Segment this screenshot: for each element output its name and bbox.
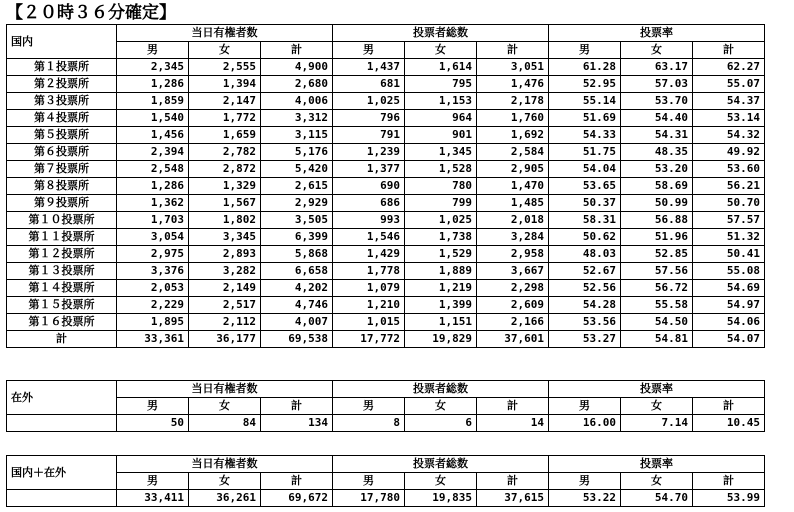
value-cell: 2,178	[477, 93, 549, 110]
value-cell: 3,667	[477, 263, 549, 280]
value-cell: 56.72	[621, 280, 693, 297]
value-cell: 1,377	[333, 161, 405, 178]
value-cell: 4,202	[261, 280, 333, 297]
subheader-female: 女	[189, 398, 261, 415]
value-cell: 7.14	[621, 415, 693, 432]
value-cell: 2,517	[189, 297, 261, 314]
value-cell: 795	[405, 76, 477, 93]
table-row	[7, 93, 765, 110]
value-cell: 799	[405, 195, 477, 212]
value-cell: 54.31	[621, 127, 693, 144]
value-cell: 3,345	[189, 229, 261, 246]
subheader-total: 計	[477, 398, 549, 415]
value-cell: 1,470	[477, 178, 549, 195]
value-cell: 50.70	[693, 195, 765, 212]
value-cell: 5,420	[261, 161, 333, 178]
value-cell: 964	[405, 110, 477, 127]
table-row	[7, 314, 765, 331]
value-cell: 2,112	[189, 314, 261, 331]
value-cell: 1,738	[405, 229, 477, 246]
value-cell: 8	[333, 415, 405, 432]
value-cell: 57.03	[621, 76, 693, 93]
value-cell: 4,006	[261, 93, 333, 110]
subheader-total: 計	[693, 42, 765, 59]
header-turnout-rate: 投票率	[549, 456, 765, 473]
blank-cell	[7, 490, 117, 507]
value-cell: 1,476	[477, 76, 549, 93]
value-cell: 55.58	[621, 297, 693, 314]
table-row	[7, 144, 765, 161]
header-eligible-voters: 当日有権者数	[117, 456, 333, 473]
value-cell: 54.69	[693, 280, 765, 297]
header-total-voters: 投票者総数	[333, 381, 549, 398]
subheader-female: 女	[621, 42, 693, 59]
value-cell: 58.31	[549, 212, 621, 229]
header-turnout-rate: 投票率	[549, 381, 765, 398]
value-cell: 54.06	[693, 314, 765, 331]
value-cell: 2,149	[189, 280, 261, 297]
value-cell: 1,429	[333, 246, 405, 263]
value-cell: 6,658	[261, 263, 333, 280]
value-cell: 681	[333, 76, 405, 93]
page-title: 【２０時３６分確定】	[6, 3, 176, 23]
polling-station-name: 第２投票所	[7, 76, 117, 93]
subheader-total: 計	[261, 42, 333, 59]
value-cell: 1,703	[117, 212, 189, 229]
value-cell: 48.03	[549, 246, 621, 263]
subheader-male: 男	[333, 473, 405, 490]
value-cell: 1,151	[405, 314, 477, 331]
value-cell: 37,601	[477, 331, 549, 348]
subheader-female: 女	[405, 398, 477, 415]
value-cell: 50.37	[549, 195, 621, 212]
overseas-corner-label: 在外	[7, 381, 117, 415]
table-row	[7, 246, 765, 263]
value-cell: 2,975	[117, 246, 189, 263]
value-cell: 1,286	[117, 178, 189, 195]
value-cell: 1,239	[333, 144, 405, 161]
polling-station-name: 第９投票所	[7, 195, 117, 212]
value-cell: 780	[405, 178, 477, 195]
value-cell: 33,361	[117, 331, 189, 348]
value-cell: 19,829	[405, 331, 477, 348]
value-cell: 16.00	[549, 415, 621, 432]
domestic-corner-label: 国内	[7, 25, 117, 59]
value-cell: 53.14	[693, 110, 765, 127]
polling-station-name: 第８投票所	[7, 178, 117, 195]
value-cell: 4,900	[261, 59, 333, 76]
value-cell: 791	[333, 127, 405, 144]
value-cell: 5,176	[261, 144, 333, 161]
value-cell: 6,399	[261, 229, 333, 246]
polling-station-name: 第７投票所	[7, 161, 117, 178]
subheader-female: 女	[189, 42, 261, 59]
value-cell: 1,772	[189, 110, 261, 127]
subheader-total: 計	[261, 398, 333, 415]
value-cell: 53.99	[693, 490, 765, 507]
value-cell: 36,261	[189, 490, 261, 507]
combined-corner-label: 国内＋在外	[7, 456, 117, 490]
value-cell: 1,659	[189, 127, 261, 144]
value-cell: 2,018	[477, 212, 549, 229]
value-cell: 1,394	[189, 76, 261, 93]
table-row	[7, 490, 765, 507]
value-cell: 4,007	[261, 314, 333, 331]
polling-station-name: 第１投票所	[7, 59, 117, 76]
value-cell: 1,778	[333, 263, 405, 280]
value-cell: 2,584	[477, 144, 549, 161]
subheader-total: 計	[477, 473, 549, 490]
value-cell: 84	[189, 415, 261, 432]
value-cell: 2,782	[189, 144, 261, 161]
value-cell: 3,284	[477, 229, 549, 246]
subheader-total: 計	[693, 473, 765, 490]
subheader-male: 男	[549, 473, 621, 490]
subheader-male: 男	[333, 42, 405, 59]
value-cell: 17,772	[333, 331, 405, 348]
value-cell: 53.20	[621, 161, 693, 178]
value-cell: 2,958	[477, 246, 549, 263]
value-cell: 1,345	[405, 144, 477, 161]
value-cell: 1,437	[333, 59, 405, 76]
value-cell: 1,015	[333, 314, 405, 331]
value-cell: 54.04	[549, 161, 621, 178]
value-cell: 37,615	[477, 490, 549, 507]
subheader-male: 男	[549, 42, 621, 59]
value-cell: 1,567	[189, 195, 261, 212]
value-cell: 2,680	[261, 76, 333, 93]
table-row	[7, 212, 765, 229]
value-cell: 33,411	[117, 490, 189, 507]
value-cell: 1,153	[405, 93, 477, 110]
value-cell: 2,615	[261, 178, 333, 195]
value-cell: 50.62	[549, 229, 621, 246]
value-cell: 2,893	[189, 246, 261, 263]
value-cell: 53.60	[693, 161, 765, 178]
value-cell: 1,456	[117, 127, 189, 144]
subheader-total: 計	[261, 473, 333, 490]
value-cell: 1,329	[189, 178, 261, 195]
value-cell: 63.17	[621, 59, 693, 76]
header-total-voters: 投票者総数	[333, 25, 549, 42]
polling-station-name: 計	[7, 331, 117, 348]
value-cell: 1,399	[405, 297, 477, 314]
value-cell: 62.27	[693, 59, 765, 76]
value-cell: 52.85	[621, 246, 693, 263]
value-cell: 1,079	[333, 280, 405, 297]
value-cell: 3,505	[261, 212, 333, 229]
value-cell: 51.32	[693, 229, 765, 246]
value-cell: 3,282	[189, 263, 261, 280]
value-cell: 53.65	[549, 178, 621, 195]
header-total-voters: 投票者総数	[333, 456, 549, 473]
value-cell: 1,540	[117, 110, 189, 127]
value-cell: 50.41	[693, 246, 765, 263]
value-cell: 14	[477, 415, 549, 432]
value-cell: 1,546	[333, 229, 405, 246]
value-cell: 3,054	[117, 229, 189, 246]
table-row	[7, 76, 765, 93]
value-cell: 51.69	[549, 110, 621, 127]
value-cell: 6	[405, 415, 477, 432]
value-cell: 901	[405, 127, 477, 144]
polling-station-name: 第１４投票所	[7, 280, 117, 297]
value-cell: 2,905	[477, 161, 549, 178]
value-cell: 54.81	[621, 331, 693, 348]
value-cell: 2,555	[189, 59, 261, 76]
value-cell: 54.50	[621, 314, 693, 331]
header-eligible-voters: 当日有権者数	[117, 381, 333, 398]
value-cell: 3,312	[261, 110, 333, 127]
value-cell: 2,166	[477, 314, 549, 331]
value-cell: 54.07	[693, 331, 765, 348]
value-cell: 56.88	[621, 212, 693, 229]
value-cell: 2,394	[117, 144, 189, 161]
polling-station-name: 第６投票所	[7, 144, 117, 161]
value-cell: 993	[333, 212, 405, 229]
value-cell: 19,835	[405, 490, 477, 507]
value-cell: 52.56	[549, 280, 621, 297]
value-cell: 54.70	[621, 490, 693, 507]
value-cell: 3,051	[477, 59, 549, 76]
header-turnout-rate: 投票率	[549, 25, 765, 42]
value-cell: 2,345	[117, 59, 189, 76]
value-cell: 69,538	[261, 331, 333, 348]
table-row	[7, 229, 765, 246]
value-cell: 51.96	[621, 229, 693, 246]
polling-station-name: 第５投票所	[7, 127, 117, 144]
value-cell: 55.14	[549, 93, 621, 110]
value-cell: 796	[333, 110, 405, 127]
value-cell: 2,929	[261, 195, 333, 212]
value-cell: 2,147	[189, 93, 261, 110]
subheader-male: 男	[117, 398, 189, 415]
subheader-male: 男	[333, 398, 405, 415]
value-cell: 1,895	[117, 314, 189, 331]
value-cell: 50	[117, 415, 189, 432]
table-row	[7, 415, 765, 432]
value-cell: 2,872	[189, 161, 261, 178]
value-cell: 48.35	[621, 144, 693, 161]
value-cell: 4,746	[261, 297, 333, 314]
table-row	[7, 127, 765, 144]
value-cell: 54.40	[621, 110, 693, 127]
value-cell: 54.33	[549, 127, 621, 144]
value-cell: 1,025	[333, 93, 405, 110]
subheader-female: 女	[405, 473, 477, 490]
polling-station-name: 第４投票所	[7, 110, 117, 127]
value-cell: 1,485	[477, 195, 549, 212]
subheader-female: 女	[621, 398, 693, 415]
blank-cell	[7, 415, 117, 432]
subheader-male: 男	[117, 42, 189, 59]
table-row	[7, 280, 765, 297]
polling-station-name: 第１３投票所	[7, 263, 117, 280]
value-cell: 53.27	[549, 331, 621, 348]
value-cell: 55.08	[693, 263, 765, 280]
value-cell: 54.97	[693, 297, 765, 314]
polling-station-name: 第１６投票所	[7, 314, 117, 331]
value-cell: 690	[333, 178, 405, 195]
subheader-female: 女	[189, 473, 261, 490]
value-cell: 57.56	[621, 263, 693, 280]
value-cell: 1,889	[405, 263, 477, 280]
value-cell: 69,672	[261, 490, 333, 507]
table-row	[7, 178, 765, 195]
value-cell: 2,298	[477, 280, 549, 297]
value-cell: 57.57	[693, 212, 765, 229]
value-cell: 1,528	[405, 161, 477, 178]
value-cell: 54.32	[693, 127, 765, 144]
polling-station-name: 第３投票所	[7, 93, 117, 110]
value-cell: 1,219	[405, 280, 477, 297]
value-cell: 1,286	[117, 76, 189, 93]
table-row	[7, 263, 765, 280]
value-cell: 1,760	[477, 110, 549, 127]
value-cell: 1,692	[477, 127, 549, 144]
value-cell: 54.37	[693, 93, 765, 110]
domestic-results-table	[6, 24, 765, 348]
subheader-female: 女	[405, 42, 477, 59]
table-row	[7, 297, 765, 314]
value-cell: 17,780	[333, 490, 405, 507]
value-cell: 1,529	[405, 246, 477, 263]
value-cell: 10.45	[693, 415, 765, 432]
value-cell: 54.28	[549, 297, 621, 314]
polling-station-name: 第１２投票所	[7, 246, 117, 263]
combined-results-table	[6, 455, 765, 507]
value-cell: 49.92	[693, 144, 765, 161]
table-row	[7, 59, 765, 76]
value-cell: 3,115	[261, 127, 333, 144]
value-cell: 1,025	[405, 212, 477, 229]
subheader-male: 男	[549, 398, 621, 415]
value-cell: 5,868	[261, 246, 333, 263]
table-row	[7, 110, 765, 127]
value-cell: 1,802	[189, 212, 261, 229]
subheader-male: 男	[117, 473, 189, 490]
subheader-total: 計	[477, 42, 549, 59]
subheader-female: 女	[621, 473, 693, 490]
value-cell: 61.28	[549, 59, 621, 76]
value-cell: 134	[261, 415, 333, 432]
value-cell: 56.21	[693, 178, 765, 195]
value-cell: 52.95	[549, 76, 621, 93]
value-cell: 1,362	[117, 195, 189, 212]
value-cell: 1,614	[405, 59, 477, 76]
subheader-total: 計	[693, 398, 765, 415]
header-eligible-voters: 当日有権者数	[117, 25, 333, 42]
value-cell: 52.67	[549, 263, 621, 280]
table-row	[7, 331, 765, 348]
value-cell: 50.99	[621, 195, 693, 212]
polling-station-name: 第１０投票所	[7, 212, 117, 229]
value-cell: 2,548	[117, 161, 189, 178]
table-row	[7, 195, 765, 212]
value-cell: 686	[333, 195, 405, 212]
value-cell: 2,229	[117, 297, 189, 314]
overseas-results-table	[6, 380, 765, 432]
value-cell: 53.56	[549, 314, 621, 331]
value-cell: 2,609	[477, 297, 549, 314]
value-cell: 2,053	[117, 280, 189, 297]
value-cell: 53.70	[621, 93, 693, 110]
polling-station-name: 第１５投票所	[7, 297, 117, 314]
value-cell: 51.75	[549, 144, 621, 161]
value-cell: 55.07	[693, 76, 765, 93]
polling-station-name: 第１１投票所	[7, 229, 117, 246]
value-cell: 58.69	[621, 178, 693, 195]
value-cell: 53.22	[549, 490, 621, 507]
value-cell: 1,210	[333, 297, 405, 314]
table-row	[7, 161, 765, 178]
value-cell: 1,859	[117, 93, 189, 110]
value-cell: 36,177	[189, 331, 261, 348]
value-cell: 3,376	[117, 263, 189, 280]
